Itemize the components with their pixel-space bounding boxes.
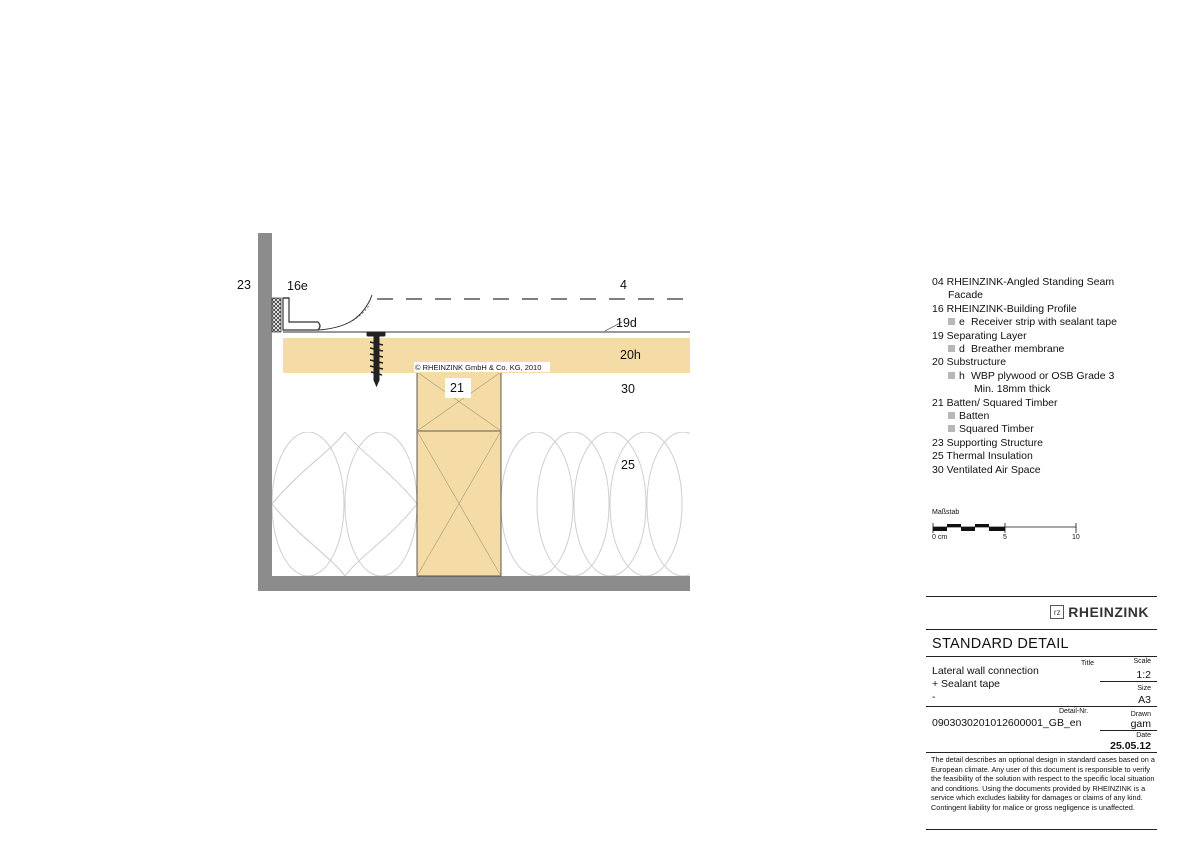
legend-item-25: 25 Thermal Insulation (932, 450, 1033, 463)
legend-sub-21-batten: Batten (932, 410, 1172, 423)
legend-square-icon (948, 425, 955, 432)
legend-square-icon (948, 345, 955, 352)
scale-caption: Scale (1133, 658, 1151, 665)
legend-code: 04 (932, 276, 944, 288)
sealant-tape (272, 298, 281, 332)
title-block (926, 596, 1157, 830)
supporting-floor-horizontal (258, 576, 690, 591)
brand-name: RHEINZINK (1068, 604, 1149, 620)
disclaimer-text: The detail describes an optional design in standard cases based on a European climate. Any user of this document is responsible to verify the feasibility of the solution with respect to the specific local situation and conditions. Using the documents provided by RHEINZINK is a service which excludes liability for damages or claims of any kind. Contingent liability for malice or gross negligence is unaffected. (931, 755, 1155, 812)
legend-item-21: 21 Batten/ Squared Timber (932, 396, 1058, 409)
label-23: 23 (237, 278, 251, 292)
label-4: 4 (620, 278, 627, 292)
legend-item-23: 23 Supporting Structure (932, 436, 1043, 449)
scale-title: Maßstab (932, 509, 960, 516)
legend-sub-16e: e Receiver strip with sealant tape (932, 316, 1172, 329)
legend-square-icon (948, 372, 955, 379)
legend-item-20: 20 Substructure (932, 356, 1007, 369)
size-value: A3 (1138, 694, 1151, 706)
label-30: 30 (621, 382, 635, 396)
squared-timber (417, 372, 501, 576)
legend-sub-21-squared: Squared Timber (932, 423, 1172, 436)
drawn-value: gam (1130, 718, 1151, 730)
label-25: 25 (621, 458, 635, 472)
legend-sub-19d: d Breather membrane (932, 343, 1172, 356)
legend-item-30: 30 Ventilated Air Space (932, 463, 1041, 476)
scale-tick-0: 0 cm (932, 534, 948, 541)
copyright-note: © RHEINZINK GmbH & Co. KG, 2010 (415, 363, 542, 372)
label-19d: 19d (616, 316, 637, 330)
label-16e: 16e (287, 279, 308, 293)
detail-number: 0903030201012600001_GB_en (932, 717, 1082, 729)
date-value: 25.05.12 (1110, 740, 1151, 752)
label-20h: 20h (620, 348, 641, 362)
legend-sub-20h-cont: Min. 18mm thick (974, 383, 1051, 396)
legend-text: RHEINZINK-Angled Standing Seam (946, 276, 1115, 288)
title-line-3: - (932, 691, 936, 703)
brand-logo (1050, 604, 1149, 620)
scale-bar (932, 509, 1082, 549)
legend-square-icon (948, 412, 955, 419)
legend-item-16: 16 RHEINZINK-Building Profile (932, 302, 1077, 315)
heading-standard-detail: STANDARD DETAIL (932, 636, 1069, 652)
scale-tick-5: 5 (1003, 534, 1007, 541)
detail-caption: Detail-Nr. (1059, 708, 1089, 715)
size-caption: Size (1137, 685, 1151, 692)
title-line-1: Lateral wall connection (932, 665, 1039, 677)
legend-item-19: 19 Separating Layer (932, 329, 1027, 342)
label-21: 21 (450, 381, 464, 395)
date-caption: Date (1136, 732, 1151, 739)
title-line-2: + Sealant tape (932, 678, 1001, 690)
supporting-wall-vertical (258, 233, 272, 591)
rheinzink-logo-icon: rz (1050, 605, 1064, 619)
drawn-caption: Drawn (1130, 711, 1151, 718)
standing-seam-curve (318, 295, 372, 330)
receiver-strip-profile (283, 298, 320, 330)
legend (932, 276, 1172, 477)
legend-square-icon (948, 318, 955, 325)
legend-sub-20h: h WBP plywood or OSB Grade 3 (932, 370, 1172, 383)
legend-item-04 (932, 276, 1172, 289)
legend-item-04-cont: Facade (948, 289, 984, 302)
title-caption: Title (1081, 660, 1094, 667)
scale-value: 1:2 (1136, 669, 1151, 681)
scale-tick-10: 10 (1072, 534, 1080, 541)
scale-bar-graphic (932, 519, 1082, 535)
